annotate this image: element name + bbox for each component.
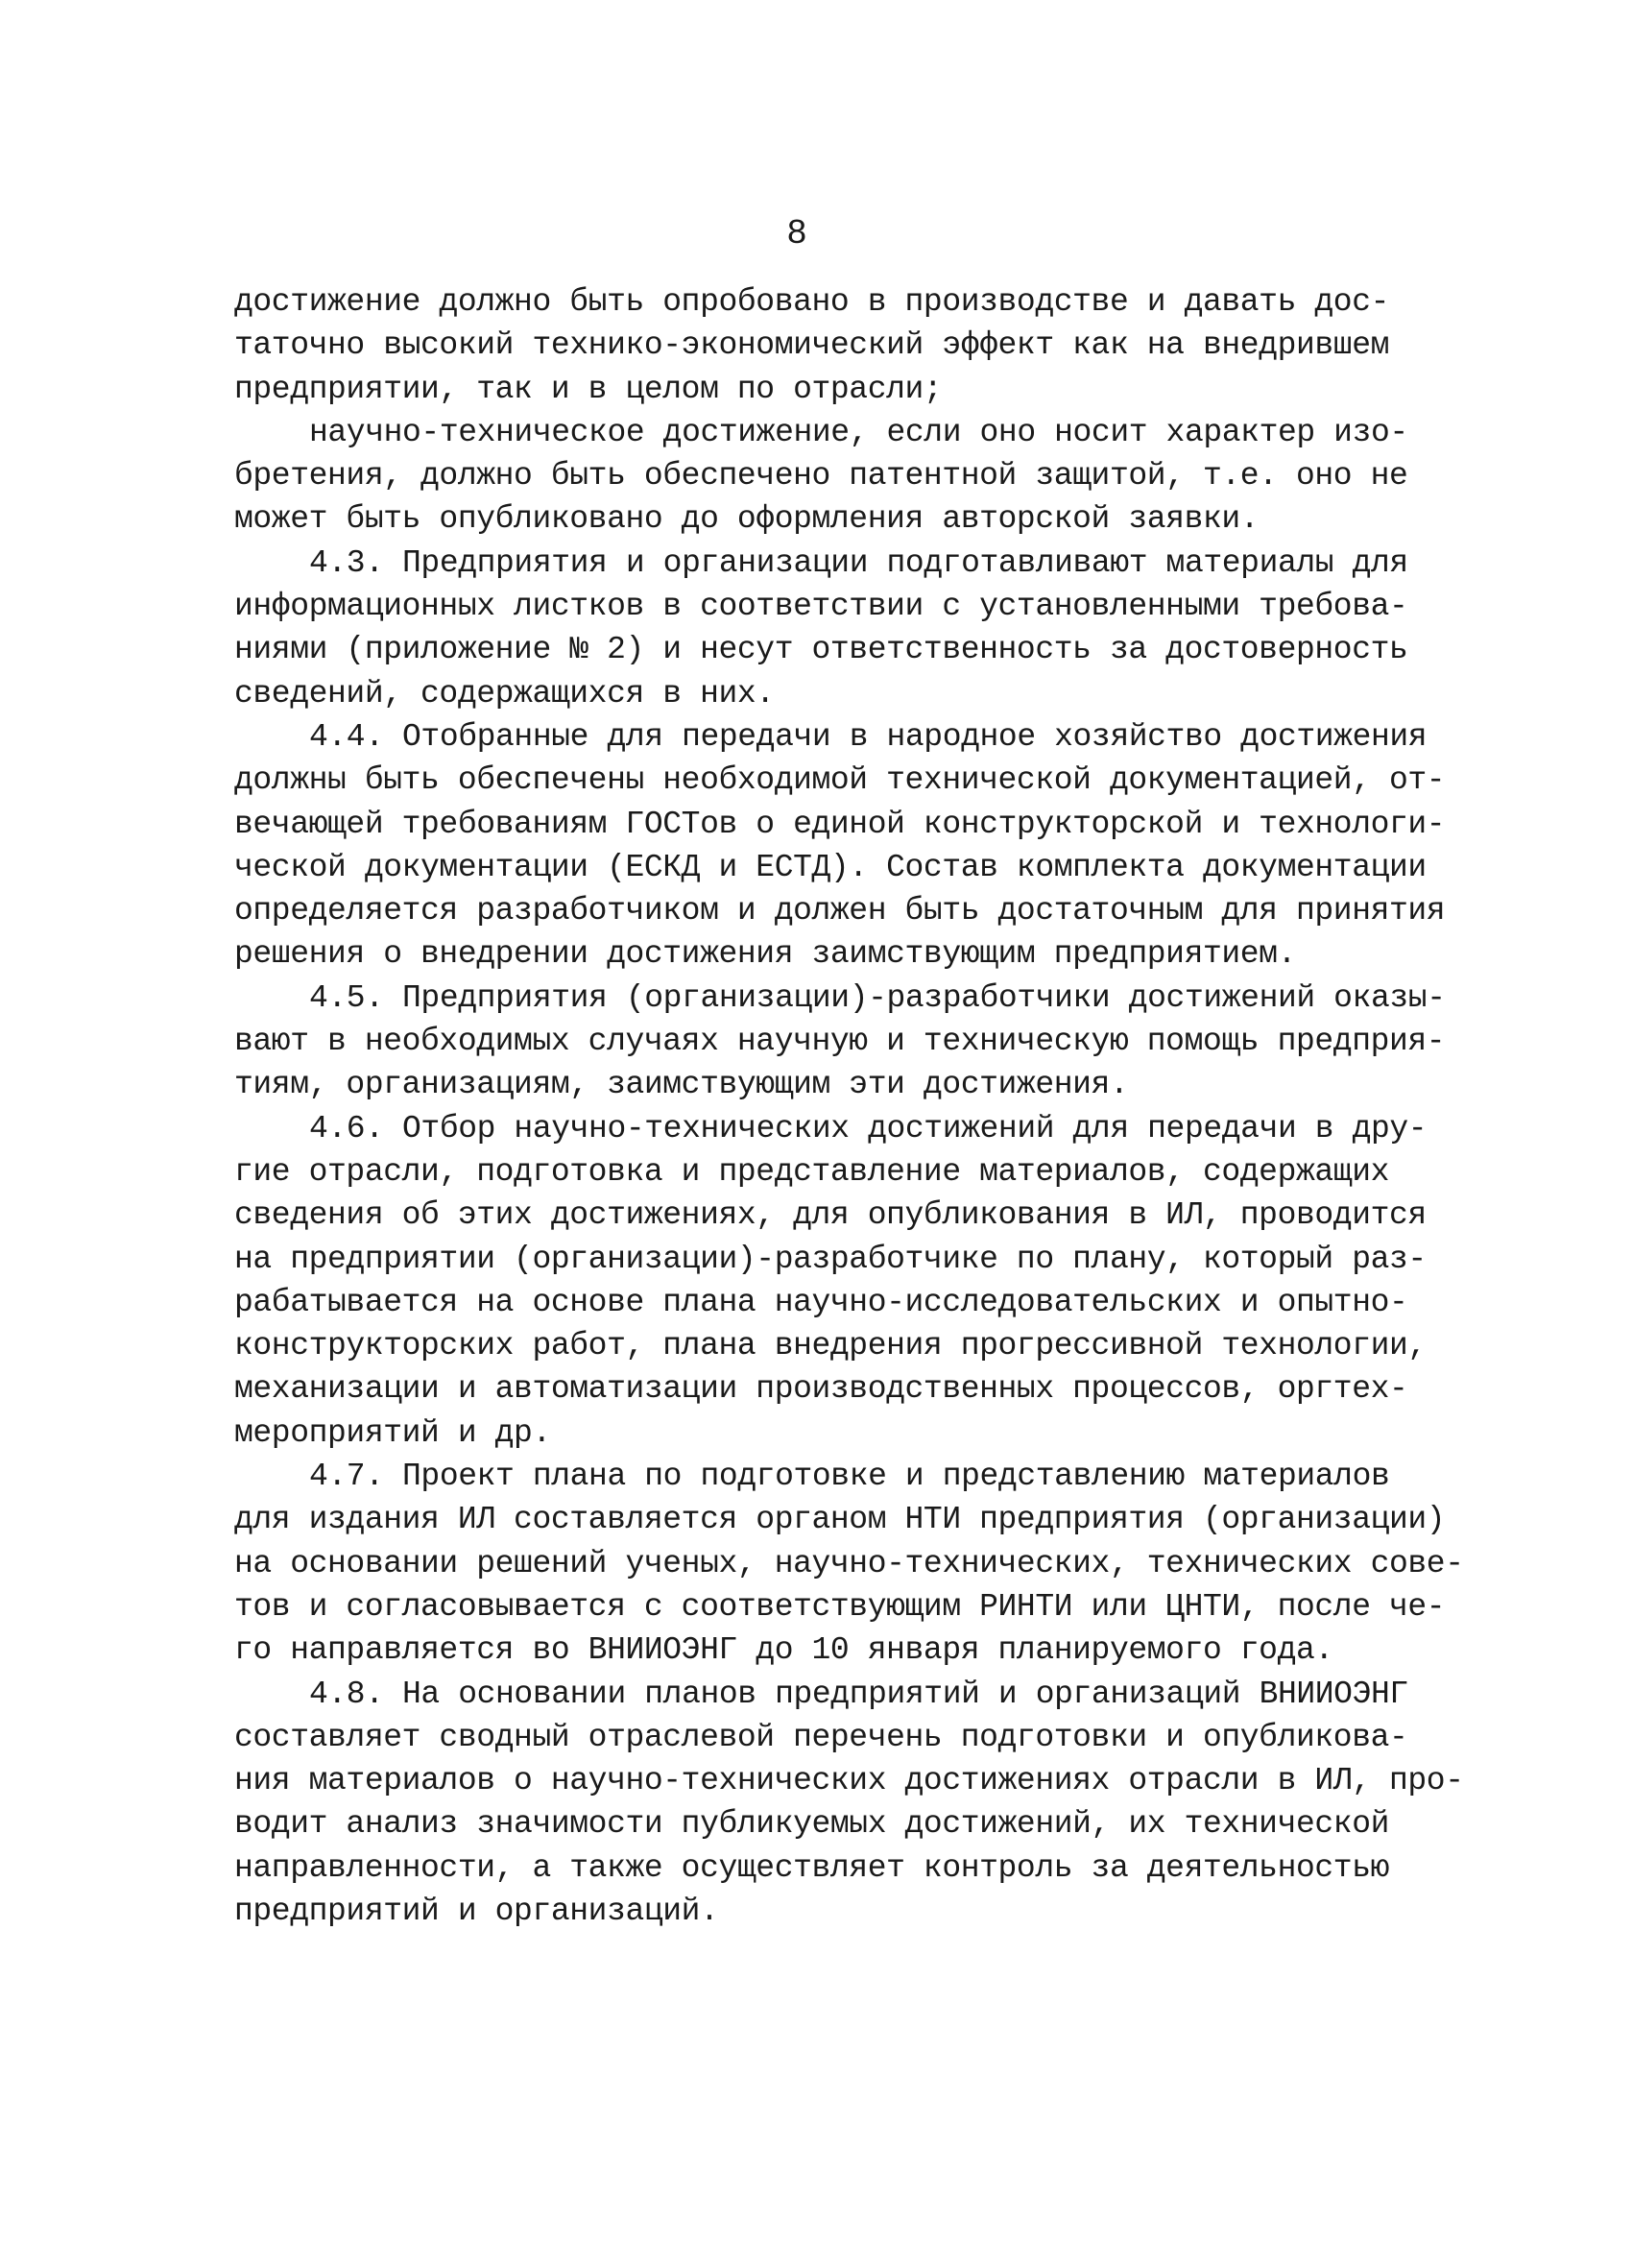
text-line: конструкторских работ, плана внедрения прогрессивной технологии,: [234, 1328, 1427, 1364]
text-line: на основании решений ученых, научно-технических, технических сове-: [234, 1545, 1464, 1581]
text-line: го направляется во ВНИИОЭНГ до 10 января планируемого года.: [234, 1632, 1333, 1669]
text-line: бретения, должно быть обеспечено патентной защитой, т.е. оно не: [234, 458, 1408, 495]
text-line: ния материалов о научно-технических достижениях отрасли в ИЛ, про-: [234, 1763, 1464, 1799]
text-line: тов и согласовывается с соответствующим РИНТИ или ЦНТИ, после че-: [234, 1588, 1446, 1625]
text-line: вечающей требованиям ГОСТов о единой конструкторской и технологи-: [234, 806, 1446, 842]
text-line: для издания ИЛ составляется органом НТИ предприятия (организации): [234, 1502, 1446, 1538]
text-line: предприятий и организаций.: [234, 1893, 719, 1929]
text-line: научно-техническое достижение, если оно носит характер изо-: [309, 414, 1408, 450]
text-line: решения о внедрении достижения заимствующим предприятием.: [234, 936, 1296, 973]
text-line: может быть опубликовано до оформления авторской заявки.: [234, 501, 1260, 538]
text-line: таточно высокий технико-экономический эффект как на внедрившем: [234, 327, 1390, 364]
text-line: мероприятий и др.: [234, 1414, 551, 1451]
text-line: достижение должно быть опробовано в производстве и давать дос-: [234, 284, 1390, 320]
page-number: 8: [786, 214, 807, 253]
text-line: механизации и автоматизации производственных процессов, оргтех-: [234, 1371, 1408, 1408]
text-line: гие отрасли, подготовка и представление материалов, содержащих: [234, 1153, 1390, 1190]
text-line: предприятии, так и в целом по отрасли;: [234, 371, 943, 407]
text-line: 4.6. Отбор научно-технических достижений для передачи в дру-: [309, 1110, 1428, 1146]
text-line: определяется разработчиком и должен быть достаточным для принятия: [234, 893, 1446, 929]
text-line: направленности, а также осуществляет контроль за деятельностью: [234, 1849, 1390, 1886]
text-line: сведений, содержащихся в них.: [234, 675, 775, 712]
text-line: информационных листков в соответствии с установленными требова-: [234, 589, 1408, 625]
text-line: рабатывается на основе плана научно-исследовательских и опытно-: [234, 1284, 1408, 1320]
text-line: водит анализ значимости публикуемых достижений, их технической: [234, 1806, 1390, 1843]
text-line: тиям, организациям, заимствующим эти достижения.: [234, 1067, 1129, 1103]
text-line: 4.7. Проект плана по подготовке и представлению материалов: [309, 1459, 1390, 1495]
text-line: ческой документации (ЕСКД и ЕСТД). Состав комплекта документации: [234, 849, 1427, 885]
text-line: должны быть обеспечены необходимой технической документацией, от-: [234, 762, 1446, 799]
text-line: на предприятии (организации)-разработчике по плану, который раз-: [234, 1241, 1427, 1277]
text-line: 4.5. Предприятия (организации)-разработчики достижений оказы-: [309, 979, 1446, 1016]
body-text: [234, 280, 1464, 1933]
text-line: сведения об этих достижениях, для опубликования в ИЛ, проводится: [234, 1197, 1427, 1234]
text-line: ниями (приложение № 2) и несут ответственность за достоверность: [234, 632, 1408, 668]
text-line: 4.4. Отобранные для передачи в народное хозяйство достижения: [309, 718, 1428, 755]
text-line: вают в необходимых случаях научную и техническую помощь предприя-: [234, 1024, 1446, 1060]
text-line: составляет сводный отраслевой перечень подготовки и опубликова-: [234, 1719, 1408, 1755]
text-line: 4.8. На основании планов предприятий и организаций ВНИИОЭНГ: [309, 1676, 1408, 1712]
text-line: 4.3. Предприятия и организации подготавливают материалы для: [309, 544, 1408, 581]
